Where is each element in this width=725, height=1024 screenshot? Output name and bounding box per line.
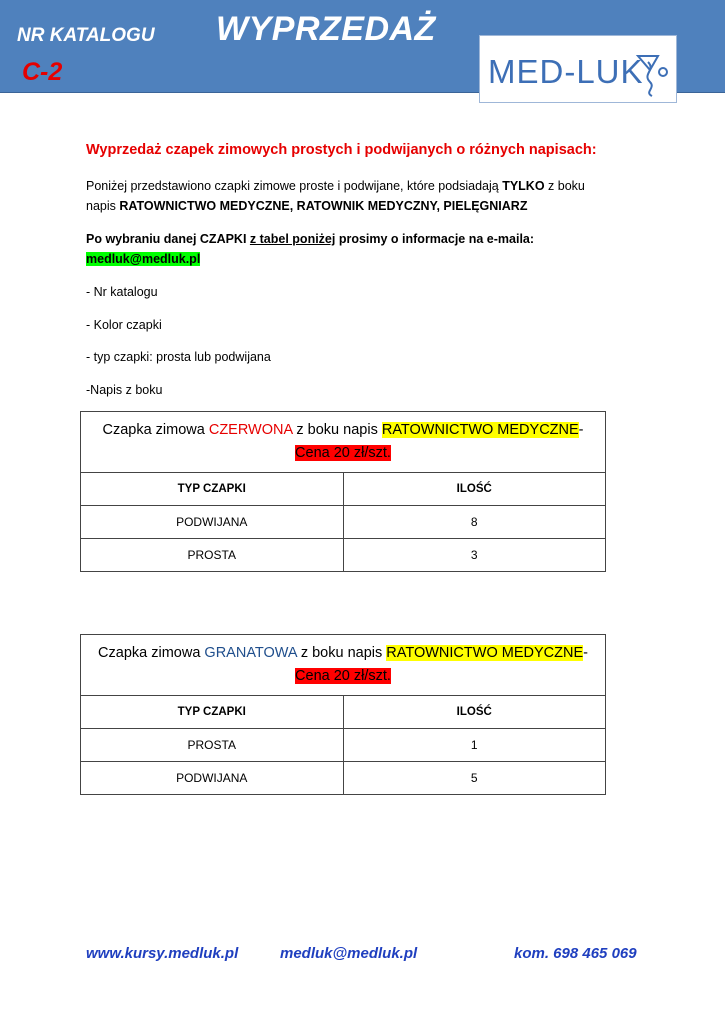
column-header-qty: ILOŚĆ	[343, 696, 606, 729]
instruction-paragraph	[86, 229, 646, 269]
cell-type: PROSTA	[81, 539, 344, 572]
intro-text-3: napis	[86, 199, 120, 213]
logo-text: MED-LUK	[488, 53, 644, 90]
instruction-text-2: prosimy o informacje na e-maila:	[335, 232, 535, 246]
column-header-type: TYP CZAPKI	[81, 473, 344, 506]
list-item: -Napis z boku	[86, 383, 163, 397]
cell-type: PROSTA	[81, 729, 344, 762]
offer-table-red	[80, 411, 606, 572]
table-row	[81, 729, 606, 762]
intro-paragraph	[86, 176, 646, 216]
list-item: - Nr katalogu	[86, 285, 158, 299]
caption-prefix: Czapka zimowa	[98, 645, 205, 661]
caption-middle: z boku napis	[296, 645, 387, 661]
contact-email[interactable]: medluk@medluk.pl	[86, 252, 201, 266]
list-item: - Kolor czapki	[86, 318, 162, 332]
page-title: WYPRZEDAŻ	[216, 10, 436, 48]
caption-color: CZERWONA	[208, 422, 293, 438]
caption-prefix: Czapka zimowa	[102, 422, 209, 438]
table-row	[81, 762, 606, 795]
caption-dash: -	[578, 422, 584, 438]
instruction-text: Po wybraniu danej CZAPKI	[86, 232, 250, 246]
header-banner	[0, 0, 725, 93]
footer-website[interactable]	[86, 945, 238, 962]
column-header-qty: ILOŚĆ	[343, 473, 606, 506]
catalog-label: NR KATALOGU	[17, 25, 155, 46]
table-caption	[81, 412, 606, 473]
table-caption	[81, 635, 606, 696]
table-row	[81, 506, 606, 539]
price-label: Cena 20 zł/szt.	[295, 445, 391, 461]
caption-dash: -	[583, 645, 588, 661]
caption-inscription: RATOWNICTWO MEDYCZNE	[381, 422, 579, 438]
caption-middle: z boku napis	[292, 422, 382, 438]
table-row	[81, 539, 606, 572]
list-item: - typ czapki: prosta lub podwijana	[86, 350, 271, 364]
offer-table-navy	[80, 634, 606, 795]
caption-color: GRANATOWA	[204, 645, 297, 661]
intro-bold-tylko: TYLKO	[502, 179, 545, 193]
cell-type: PODWIJANA	[81, 762, 344, 795]
medluk-logo	[479, 35, 677, 103]
intro-text: Poniżej przedstawiono czapki zimowe proste i podwijane, które podsiadają	[86, 179, 503, 193]
footer-phone: kom. 698 465 069	[514, 945, 637, 962]
column-header-type: TYP CZAPKI	[81, 696, 344, 729]
intro-text-2: z boku	[544, 179, 585, 193]
cell-qty: 3	[343, 539, 606, 572]
caption-inscription: RATOWNICTWO MEDYCZNE	[386, 645, 584, 661]
instruction-underline: z tabel poniżej	[249, 232, 336, 246]
footer-email[interactable]: medluk@medluk.pl	[280, 945, 418, 962]
cell-qty: 8	[343, 506, 606, 539]
price-label: Cena 20 zł/szt.	[295, 668, 391, 684]
section-heading: Wyprzedaż czapek zimowych prostych i podwijanych o różnych napisach:	[86, 142, 597, 158]
cell-type: PODWIJANA	[81, 506, 344, 539]
catalog-code: C-2	[22, 58, 63, 86]
cell-qty: 1	[343, 729, 606, 762]
website-link[interactable]: www.kursy.medluk.pl	[86, 945, 239, 962]
intro-inscriptions: RATOWNICTWO MEDYCZNE, RATOWNIK MEDYCZNY, PIELĘGNIARZ	[119, 199, 528, 213]
cell-qty: 5	[343, 762, 606, 795]
